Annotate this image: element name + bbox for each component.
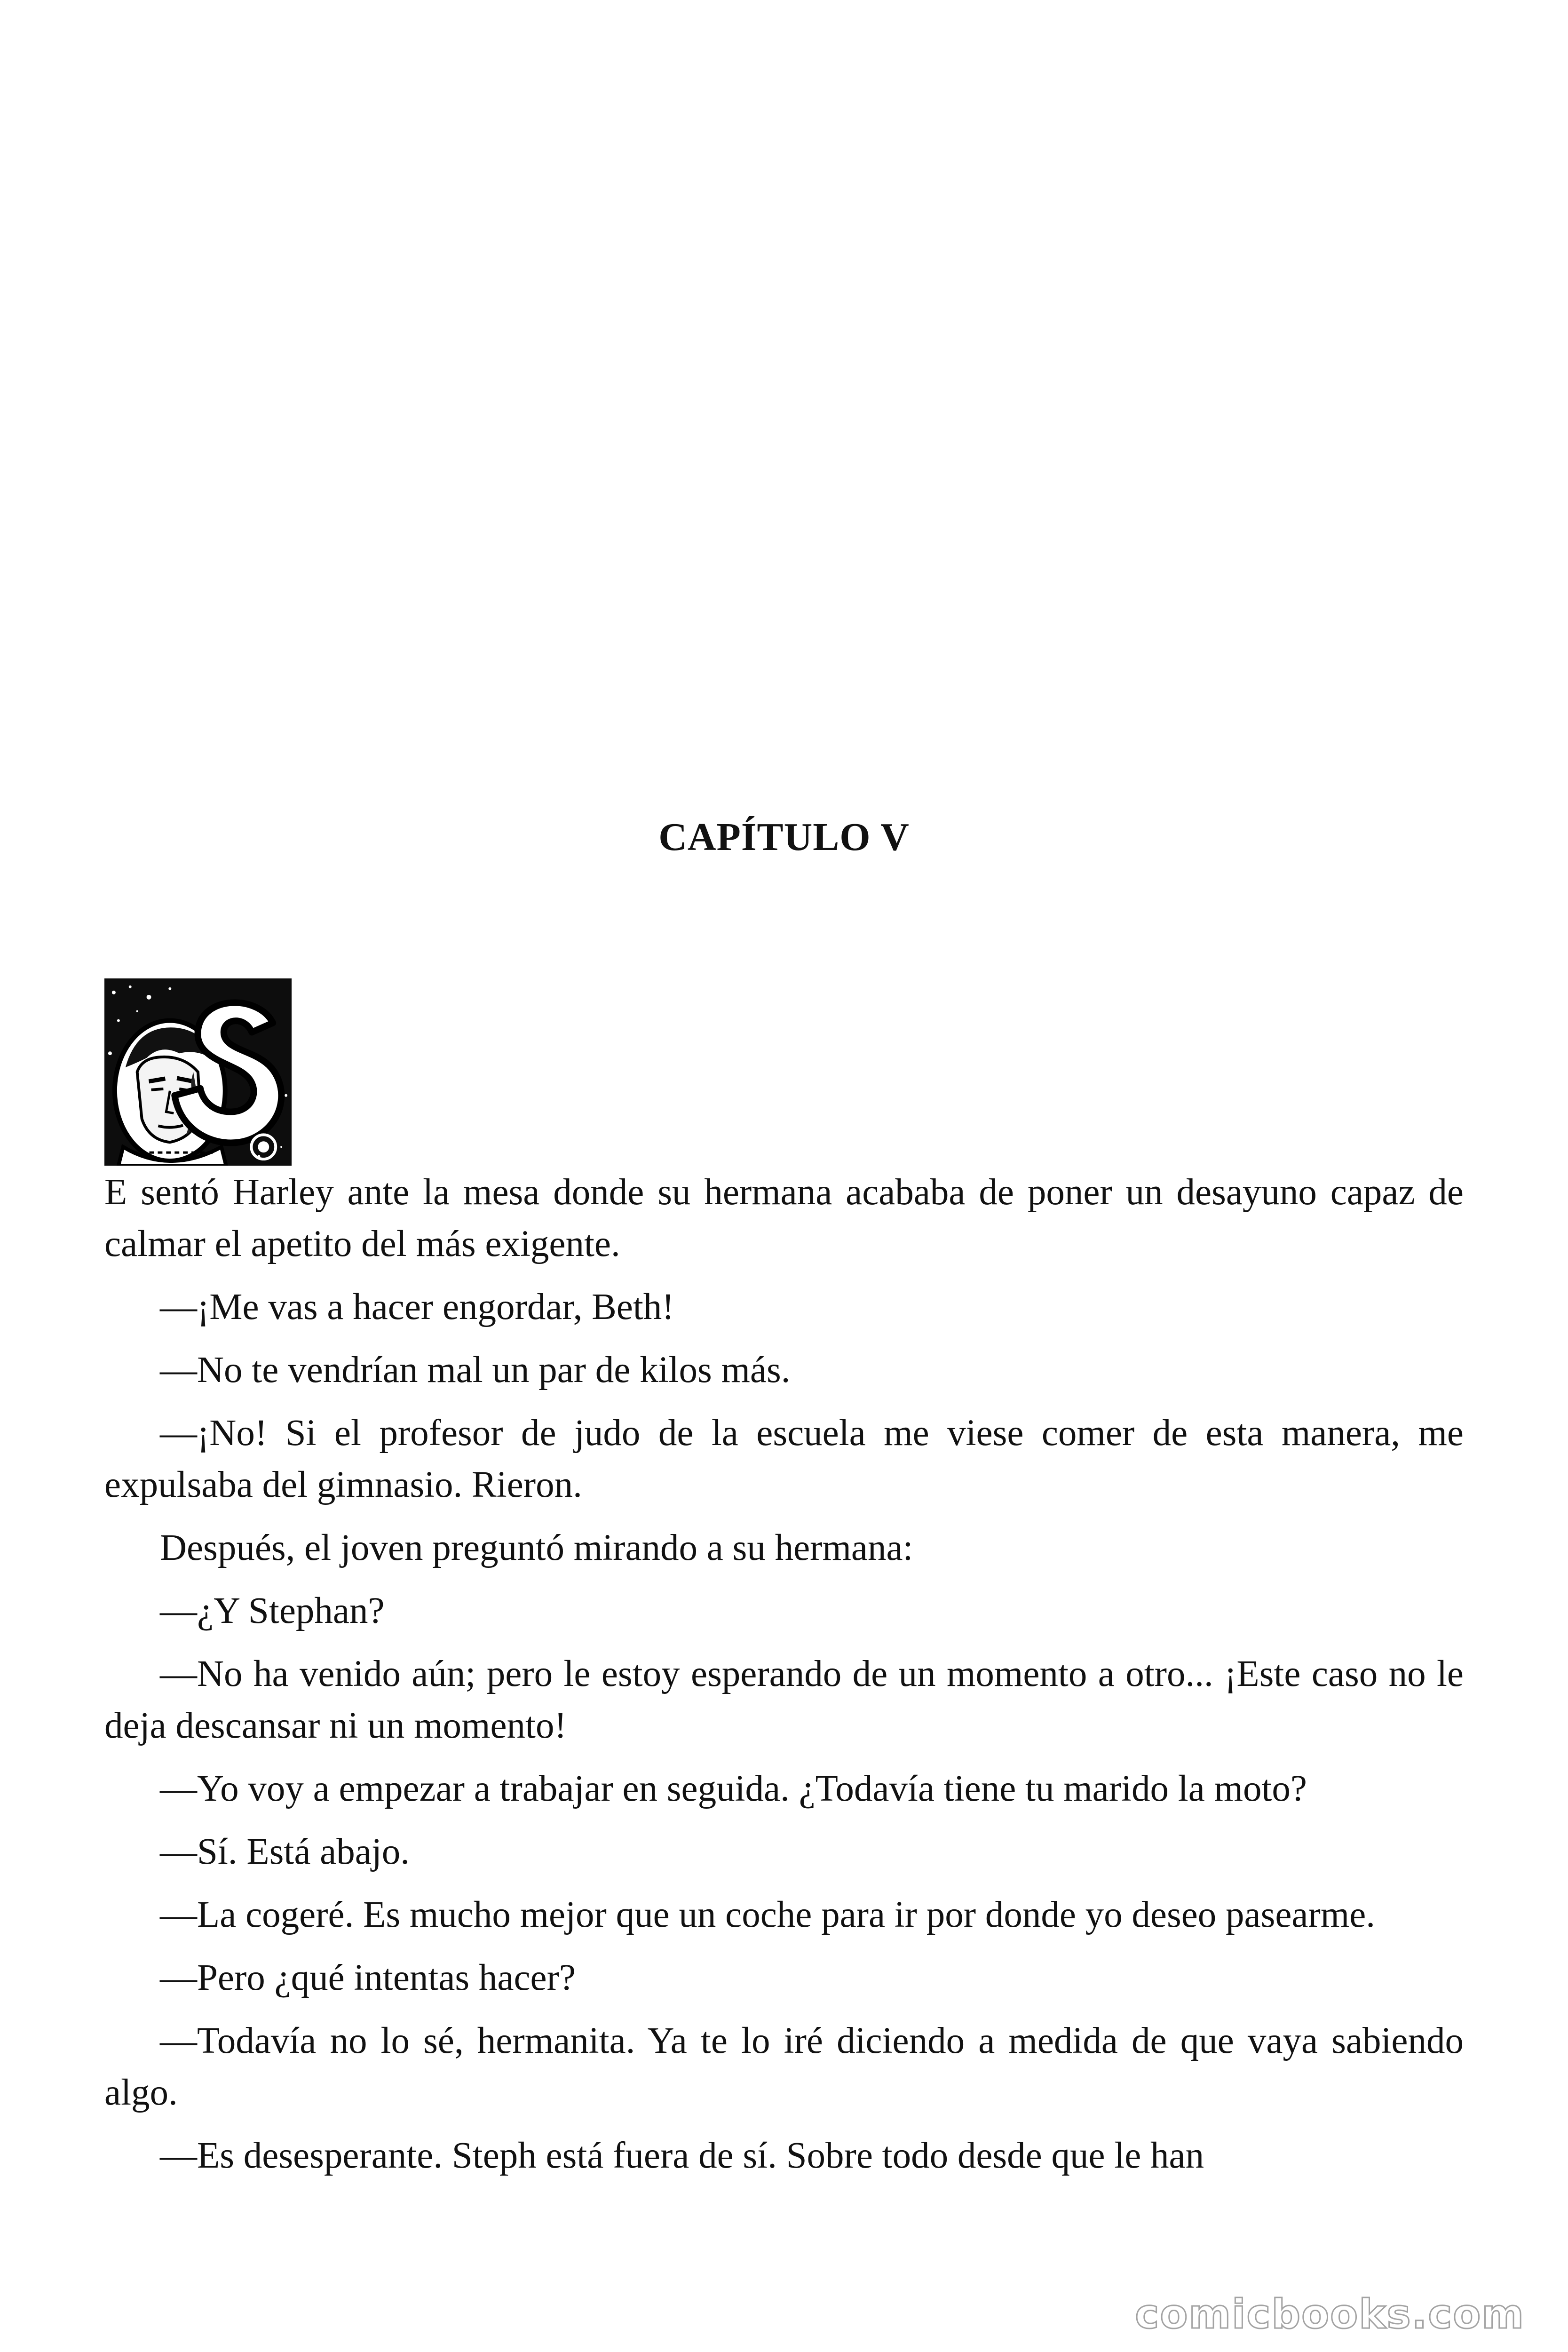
illustrated-dropcap-s-icon — [104, 978, 292, 1166]
paragraph-3: —No te vendrían mal un par de kilos más. — [160, 1350, 791, 1391]
paragraph-13: —Es desesperante. Steph está fuera de sí. Sobre todo desde que le han — [160, 2135, 1204, 2176]
paragraph-11: —Pero ¿qué intentas hacer? — [160, 1957, 576, 1998]
paragraph-12: —Todavía no lo sé, hermanita. Ya te lo iré diciendo a medida de que vaya sabiendo algo. — [104, 2020, 1464, 2113]
paragraph-4: —¡No! Si el profesor de judo de la escuela me viese comer de esta manera, me expulsaba del gimnasio. Rieron. — [104, 1413, 1464, 1505]
paragraph-2: —¡Me vas a hacer engordar, Beth! — [160, 1287, 674, 1327]
paragraph-5: Después, el joven preguntó mirando a su hermana: — [160, 1527, 913, 1568]
paragraph-8: —Yo voy a empezar a trabajar en seguida. ¿Todavía tiene tu marido la moto? — [160, 1768, 1307, 1809]
paragraph-7: —No ha venido aún; pero le estoy esperando de un momento a otro... ¡Este caso no le deja descansar ni un momento! — [104, 1653, 1464, 1746]
paragraph-1: E sentó Harley ante la mesa donde su hermana acababa de poner un desayuno capaz de calmar el apetito del más exigente. — [104, 1172, 1464, 1264]
chapter-body — [104, 1167, 1464, 2193]
chapter-title: CAPÍTULO V — [658, 815, 910, 859]
paragraph-6: —¿Y Stephan? — [160, 1590, 385, 1631]
watermark: comicbooks.com — [1135, 2291, 1525, 2338]
paragraph-10: —La cogeré. Es mucho mejor que un coche para ir por donde yo deseo pasearme. — [160, 1894, 1376, 1935]
paragraph-9: —Sí. Está abajo. — [160, 1831, 410, 1872]
